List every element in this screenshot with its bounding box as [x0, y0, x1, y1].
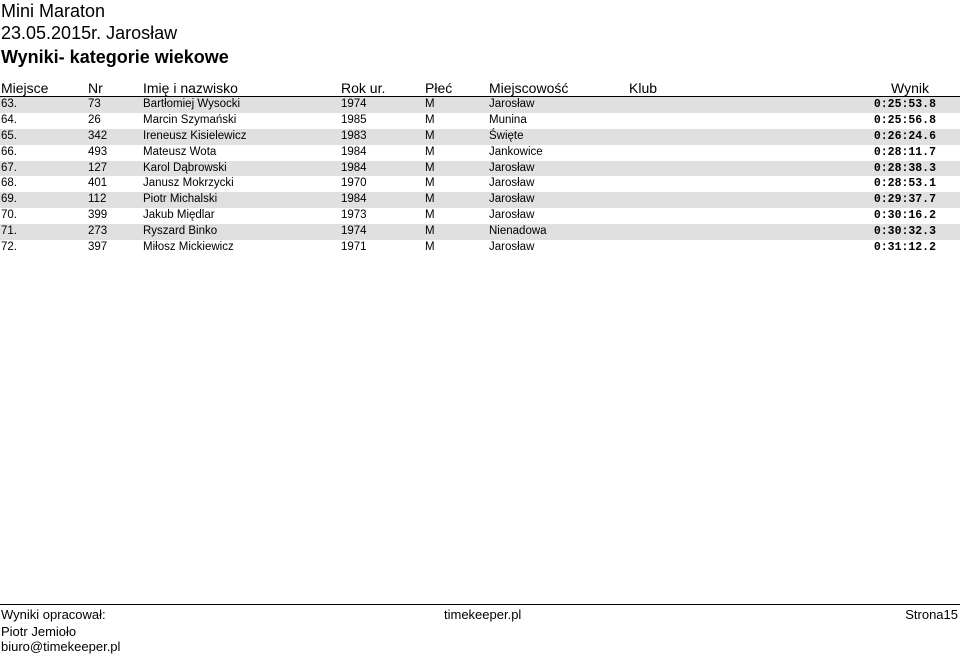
table-row: [0, 208, 960, 224]
col-header-year: Rok ur.: [341, 80, 386, 96]
col-header-place: Miejsce: [1, 80, 49, 96]
row-time: 0:30:32.3: [873, 225, 936, 239]
row-sex: M: [425, 209, 435, 222]
row-time: 0:25:53.8: [873, 98, 936, 111]
row-year: 1985: [341, 113, 367, 126]
col-header-city: Miejscowość: [489, 80, 569, 96]
row-nr: 399: [88, 209, 108, 222]
row-place: 67.: [1, 161, 17, 174]
row-name: Ireneusz Kisielewicz: [143, 129, 247, 142]
row-city: Munina: [489, 113, 527, 126]
row-nr: 397: [88, 241, 108, 254]
results-table: [0, 97, 960, 256]
row-time: 0:31:12.2: [873, 241, 936, 255]
row-name: Piotr Michalski: [143, 193, 218, 206]
row-city: Jankowice: [489, 145, 543, 158]
footer-author: Piotr Jemioło: [1, 624, 77, 639]
row-year: 1970: [341, 177, 367, 190]
row-name: Karol Dąbrowski: [143, 161, 227, 174]
table-row: [0, 113, 960, 129]
table-row: [0, 145, 960, 161]
row-sex: M: [425, 193, 435, 206]
row-name: Janusz Mokrzycki: [143, 177, 234, 190]
row-sex: M: [425, 129, 435, 142]
row-place: 72.: [1, 241, 17, 254]
col-header-time: Wynik: [891, 80, 929, 96]
footer-divider: [0, 604, 960, 605]
row-city: Jarosław: [489, 177, 535, 190]
row-sex: M: [425, 145, 435, 158]
row-place: 68.: [1, 177, 17, 190]
table-row: [0, 176, 960, 192]
row-name: Miłosz Mickiewicz: [143, 241, 234, 254]
row-place: 64.: [1, 113, 17, 126]
row-place: 66.: [1, 145, 17, 158]
table-row: [0, 161, 960, 177]
footer-prepared-label: Wyniki opracował:: [1, 607, 106, 622]
row-year: 1984: [341, 161, 367, 174]
row-time: 0:30:16.2: [873, 209, 936, 223]
row-year: 1974: [341, 225, 367, 238]
row-year: 1971: [341, 241, 367, 254]
row-nr: 493: [88, 145, 108, 158]
footer-page-number: Strona15: [905, 607, 958, 622]
row-place: 70.: [1, 209, 17, 222]
row-nr: 26: [88, 113, 101, 126]
col-header-nr: Nr: [88, 80, 103, 96]
row-year: 1974: [341, 98, 367, 110]
table-row: [0, 224, 960, 240]
row-nr: 401: [88, 177, 108, 190]
row-time: 0:28:53.1: [873, 177, 936, 191]
row-time: 0:28:38.3: [873, 161, 936, 175]
row-name: Ryszard Binko: [143, 225, 218, 238]
row-nr: 342: [88, 129, 108, 142]
row-city: Jarosław: [489, 241, 535, 254]
row-place: 65.: [1, 129, 17, 142]
row-year: 1984: [341, 145, 367, 158]
row-place: 69.: [1, 193, 17, 206]
row-time: 0:29:37.7: [873, 193, 936, 207]
col-header-sex: Płeć: [425, 80, 453, 96]
row-sex: M: [425, 225, 435, 238]
row-sex: M: [425, 161, 435, 174]
col-header-club: Klub: [629, 80, 658, 96]
col-header-name: Imię i nazwisko: [143, 80, 238, 96]
footer-website: timekeeper.pl: [444, 607, 522, 622]
row-nr: 112: [88, 193, 107, 206]
row-city: Nienadowa: [489, 225, 547, 238]
row-name: Mateusz Wota: [143, 145, 217, 158]
event-title: Mini Maraton: [1, 1, 106, 21]
event-date-place: 23.05.2015r. Jarosław: [1, 23, 178, 43]
row-name: Marcin Szymański: [143, 113, 237, 126]
row-name: Jakub Międlar: [143, 209, 215, 222]
row-sex: M: [425, 177, 435, 190]
row-city: Jarosław: [489, 98, 535, 110]
row-place: 63.: [1, 98, 17, 110]
row-city: Święte: [489, 129, 524, 142]
table-row: [0, 240, 960, 256]
row-sex: M: [425, 98, 435, 110]
row-nr: 273: [88, 225, 108, 238]
row-nr: 127: [88, 161, 108, 174]
row-city: Jarosław: [489, 193, 535, 206]
row-time: 0:25:56.8: [873, 113, 936, 127]
table-row: [0, 192, 960, 208]
page-subtitle: Wyniki- kategorie wiekowe: [1, 47, 229, 67]
row-city: Jarosław: [489, 209, 535, 222]
row-time: 0:26:24.6: [873, 129, 936, 143]
row-name: Bartłomiej Wysocki: [143, 98, 241, 110]
row-year: 1983: [341, 129, 367, 142]
table-row: [0, 97, 960, 113]
row-time: 0:28:11.7: [873, 145, 936, 159]
row-place: 71.: [1, 225, 17, 238]
table-row: [0, 129, 960, 145]
row-nr: 73: [88, 98, 101, 110]
row-sex: M: [425, 113, 435, 126]
row-year: 1984: [341, 193, 367, 206]
row-sex: M: [425, 241, 435, 254]
row-year: 1973: [341, 209, 367, 222]
footer-email: biuro@timekeeper.pl: [1, 639, 121, 654]
row-city: Jarosław: [489, 161, 535, 174]
